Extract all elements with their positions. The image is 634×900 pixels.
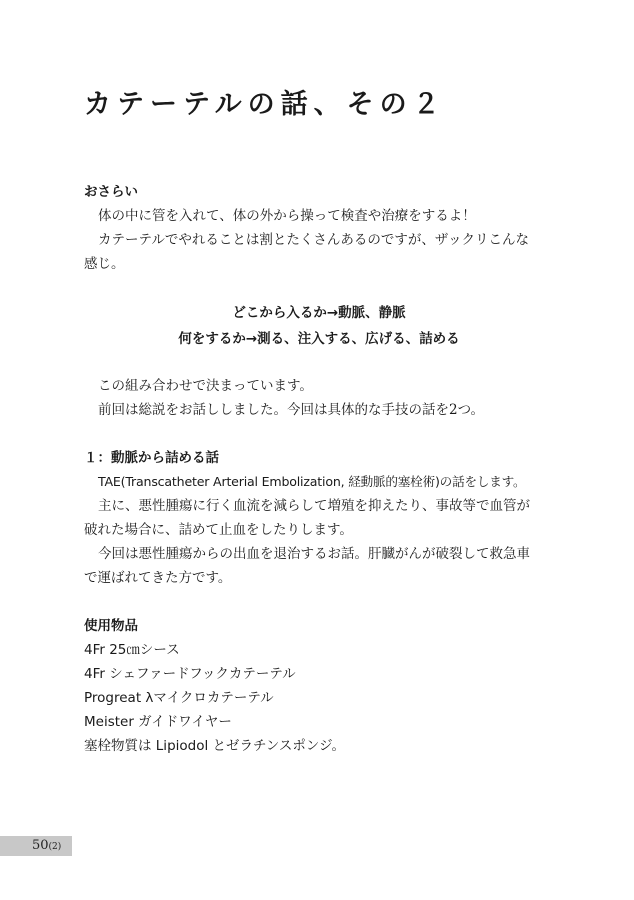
section1-heading: １：動脈から詰める話 bbox=[84, 450, 219, 466]
spacer bbox=[84, 422, 554, 446]
combo-paragraph-2: 前回は総説をお話ししました。今回は具体的な手技の話を2つ。 bbox=[98, 402, 485, 418]
page-number-main: 50 bbox=[32, 838, 49, 853]
page-number-sub: (2) bbox=[48, 842, 62, 852]
page-number bbox=[32, 838, 61, 853]
review-heading: おさらい bbox=[84, 184, 138, 200]
combo-paragraph-1: この組み合わせで決まっています。 bbox=[98, 378, 313, 394]
summary-line-1: どこから入るか→動脈、静脈 bbox=[232, 305, 406, 321]
spacer bbox=[84, 352, 554, 374]
section1-paragraph-1: TAE(Transcatheter Arterial Embolization, 経動脈的塞栓術)の話をします。 bbox=[98, 474, 526, 489]
summary-line-2: 何をするか→測る、注入する、広げる、詰める bbox=[178, 331, 460, 347]
section1-paragraph-2-line-2: 破れた場合に、詰めて止血をしたりします。 bbox=[84, 522, 353, 538]
supplies-heading: 使用物品 bbox=[84, 618, 138, 634]
supply-item: 4Fr 25㎝シース bbox=[84, 642, 180, 658]
section1-paragraph-2-line-1: 主に、悪性腫瘍に行く血流を減らして増殖を抑えたり、事故等で血管が bbox=[98, 498, 530, 514]
article-body bbox=[84, 180, 554, 758]
spacer bbox=[84, 590, 554, 614]
supply-item: Meister ガイドワイヤー bbox=[84, 714, 232, 730]
review-paragraph-2-line-1: カテーテルでやれることは割とたくさんあるのですが、ザックリこんな bbox=[98, 232, 530, 248]
spacer bbox=[84, 276, 554, 300]
page-title: カテーテルの話、その２ bbox=[84, 89, 446, 120]
supply-item: 4Fr シェファードフックカテーテル bbox=[84, 666, 296, 682]
supply-item: 塞栓物質は Lipiodol とゼラチンスポンジ。 bbox=[84, 738, 346, 754]
review-paragraph-1: 体の中に管を入れて、体の外から操って検査や治療をするよ！ bbox=[98, 208, 476, 224]
section1-paragraph-3-line-1: 今回は悪性腫瘍からの出血を退治するお話。肝臓がんが破裂して救急車 bbox=[98, 546, 530, 562]
supply-item: Progreat λマイクロカテーテル bbox=[84, 690, 274, 706]
section1-paragraph-3-line-2: で運ばれてきた方です。 bbox=[84, 570, 232, 586]
review-paragraph-2-line-2: 感じ。 bbox=[84, 256, 125, 272]
